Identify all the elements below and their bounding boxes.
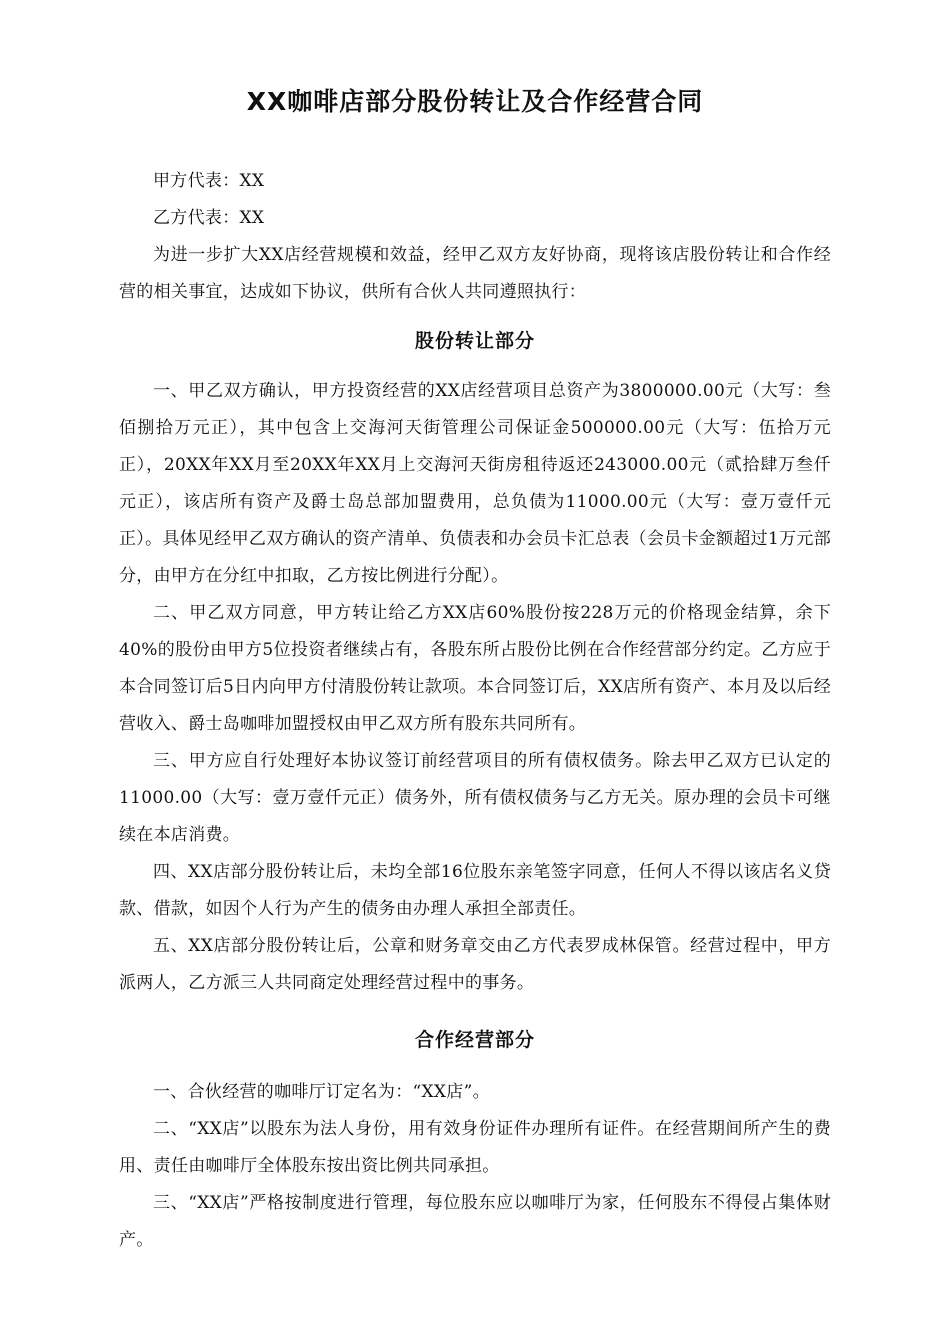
section-title-share-transfer: 股份转让部分 <box>414 330 535 352</box>
party-a-line: 甲方代表：XX <box>153 171 265 191</box>
share-transfer-clause-3: 三、甲方应自行处理好本协议签订前经营项目的所有债权债务。除去甲乙双方已认定的11000.00（大写：壹万壹仟元正）债务外，所有债权债务与乙方无关。原办理的会员卡可继续在本店消费。 <box>119 751 831 845</box>
share-transfer-clause-1: 一、甲乙双方确认，甲方投资经营的XX店经营项目总资产为3800000.00元（大写：叁佰捌拾万元正），其中包含上交海河天街管理公司保证金500000.00元（大写：伍拾万元正），20XX年XX月至20XX年XX月上交海河天街房租待返还243000.00元（贰拾肆万叁仟元正），该店所有资产及爵士岛总部加盟费用，总负债为11000.00元（大写：壹万壹仟元正）。具体见经甲乙双方确认的资产清单、负债表和办会员卡汇总表（会员卡金额超过1万元部分，由甲方在分红中扣取，乙方按比例进行分配）。 <box>119 381 831 586</box>
document-title: XX咖啡店部分股份转让及合作经营合同 <box>246 87 704 116</box>
cooperation-clause-2: 二、“XX店”以股东为法人身份，用有效身份证件办理所有证件。在经营期间所产生的费用、责任由咖啡厅全体股东按出资比例共同承担。 <box>119 1119 831 1176</box>
share-transfer-clause-5: 五、XX店部分股份转让后，公章和财务章交由乙方代表罗成林保管。经营过程中，甲方派两人，乙方派三人共同商定处理经营过程中的事务。 <box>119 936 831 993</box>
section-title-cooperation: 合作经营部分 <box>414 1029 535 1051</box>
cooperation-clause-3: 三、“XX店”严格按制度进行管理，每位股东应以咖啡厅为家，任何股东不得侵占集体财产。 <box>119 1193 831 1250</box>
intro-paragraph: 为进一步扩大XX店经营规模和效益，经甲乙双方友好协商，现将该店股份转让和合作经营的相关事宜，达成如下协议，供所有合伙人共同遵照执行： <box>119 245 831 302</box>
party-b-line: 乙方代表：XX <box>153 208 265 228</box>
share-transfer-clause-4: 四、XX店部分股份转让后，未均全部16位股东亲笔签字同意，任何人不得以该店名义贷款、借款，如因个人行为产生的债务由办理人承担全部责任。 <box>119 862 831 919</box>
cooperation-clause-1: 一、合伙经营的咖啡厅订定名为：“XX店”。 <box>153 1082 490 1102</box>
share-transfer-clause-2: 二、甲乙双方同意，甲方转让给乙方XX店60%股份按228万元的价格现金结算，余下40%的股份由甲方5位投资者继续占有，各股东所占股份比例在合作经营部分约定。乙方应于本合同签订后5日内向甲方付清股份转让款项。本合同签订后，XX店所有资产、本月及以后经营收入、爵士岛咖啡加盟授权由甲乙双方所有股东共同所有。 <box>119 603 831 734</box>
